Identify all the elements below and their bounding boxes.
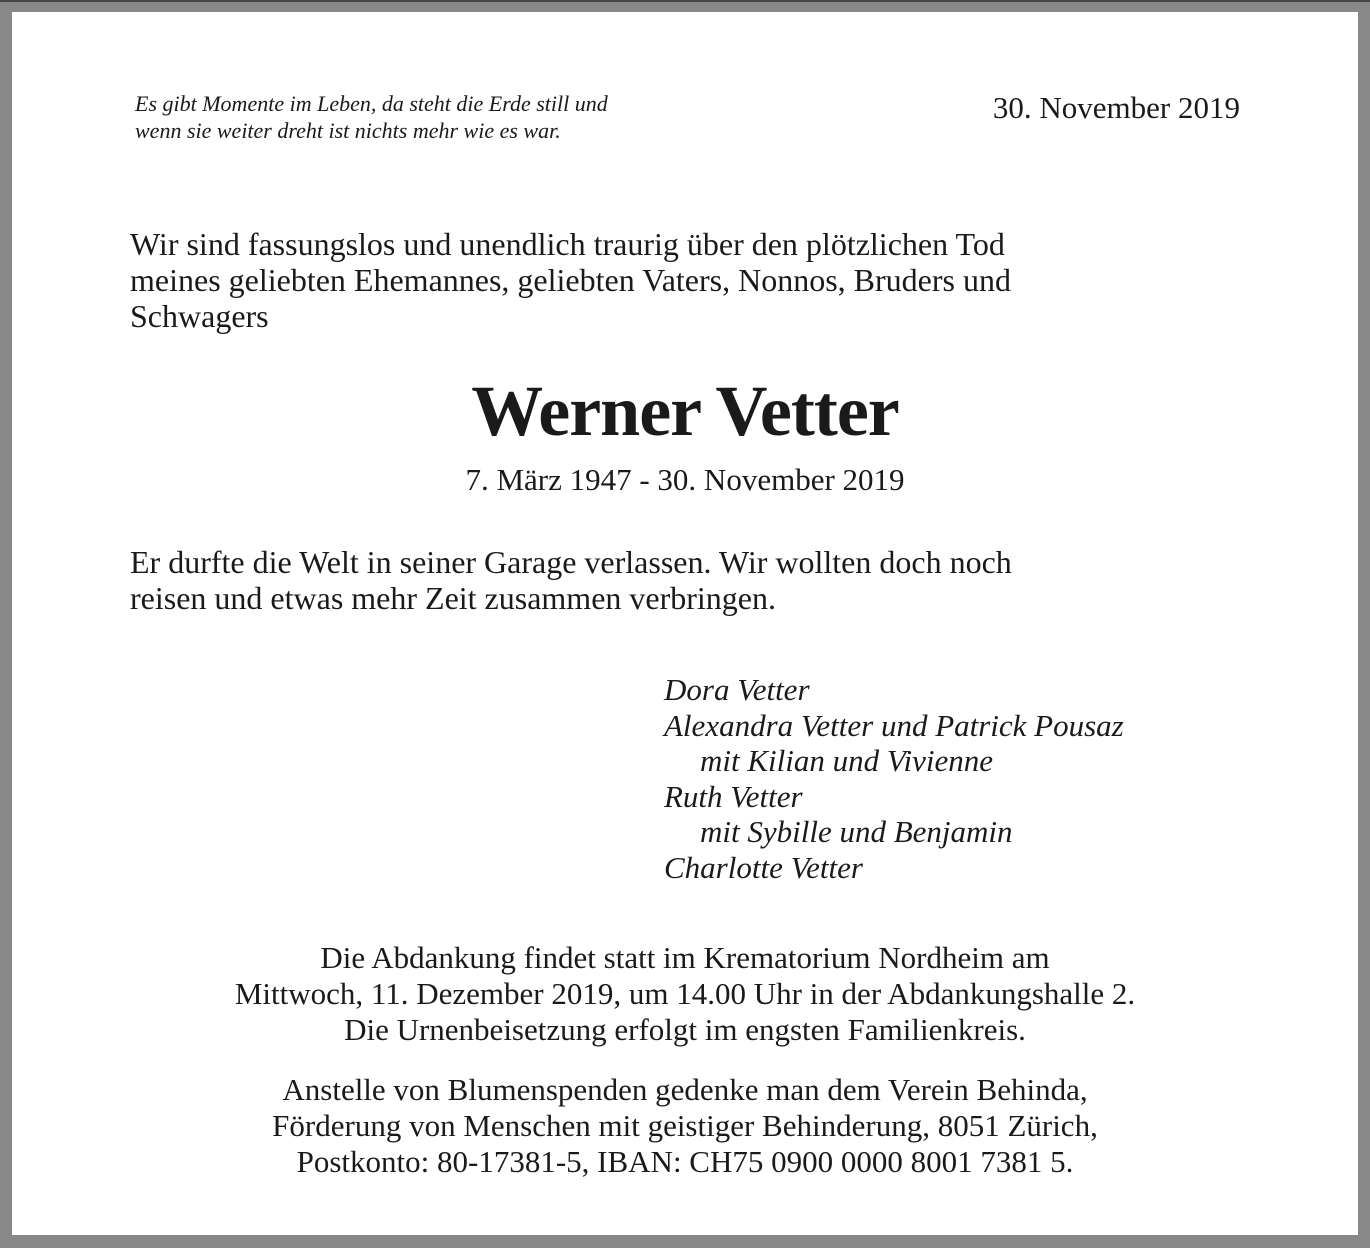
service-line: Die Urnenbeisetzung erfolgt im engsten Familienkreis. (344, 1012, 1026, 1047)
family-member-children: mit Kilian und Vivienne (700, 743, 994, 778)
service-line: Die Abdankung findet statt im Krematorium Nordheim am (320, 940, 1050, 975)
donation-line: Postkonto: 80-17381-5, IBAN: CH75 0900 0000 8001 7381 5. (296, 1144, 1074, 1179)
intro-line: meines geliebten Ehemannes, geliebten Vaters, Nonnos, Bruders und (130, 262, 1011, 298)
notice-date: 30. November 2019 (992, 90, 1240, 125)
family-member: Alexandra Vetter und Patrick Pousaz (664, 707, 1124, 743)
quote-line: wenn sie weiter dreht ist nichts mehr wie es war. (135, 118, 561, 143)
service-line: Mittwoch, 11. Dezember 2019, um 14.00 Uhr in der Abdankungshalle 2. (234, 976, 1136, 1011)
service-info (12, 940, 1358, 1048)
intro-text (130, 226, 1011, 334)
family-member: Charlotte Vetter (664, 849, 863, 885)
message-line: reisen und etwas mehr Zeit zusammen verbringen. (130, 580, 776, 616)
donation-info (12, 1072, 1358, 1180)
donation-line: Förderung von Menschen mit geistiger Behinderung, 8051 Zürich, (272, 1108, 1098, 1143)
family-member-children: mit Sybille und Benjamin (700, 814, 1013, 849)
intro-line: Schwagers (130, 298, 269, 334)
donation-line: Anstelle von Blumenspenden gedenke man dem Verein Behinda, (282, 1072, 1088, 1107)
family-member: Dora Vetter (664, 672, 810, 707)
life-dates: 7. März 1947 - 30. November 2019 (465, 462, 905, 497)
quote-line: Es gibt Momente im Leben, da steht die Erde still und (135, 91, 608, 116)
family-member: Ruth Vetter (664, 778, 803, 814)
intro-line: Wir sind fassungslos und unendlich traurig über den plötzlichen Tod (130, 226, 1005, 262)
obituary-notice (12, 12, 1358, 1235)
message-text (130, 544, 1012, 616)
message-line: Er durfte die Welt in seiner Garage verlassen. Wir wollten doch noch (130, 544, 1012, 580)
deceased-name: Werner Vetter (471, 371, 899, 451)
family-signatures (664, 672, 1124, 885)
window-top-edge (0, 0, 1370, 2)
epigraph-quote (135, 90, 608, 144)
